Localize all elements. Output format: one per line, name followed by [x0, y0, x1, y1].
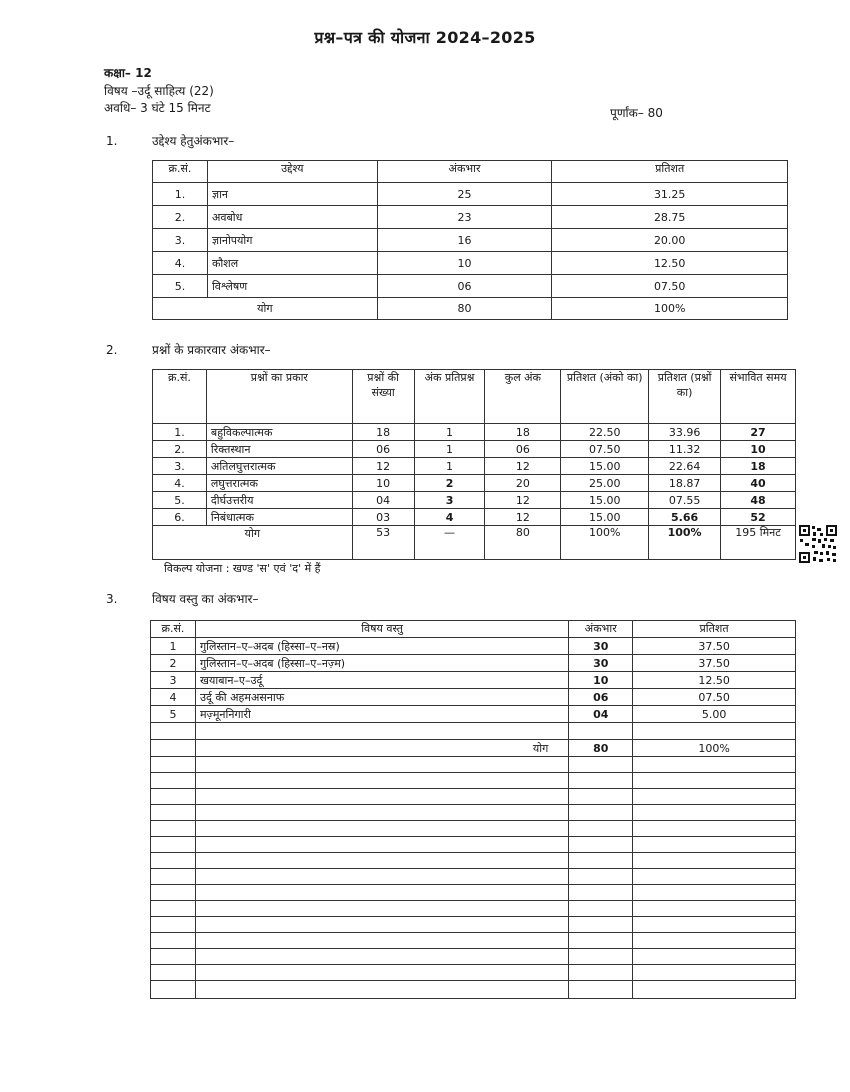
- cell: 20: [485, 475, 561, 492]
- cell: 15.00: [561, 492, 649, 509]
- table-row: [153, 441, 796, 458]
- cell: 10: [569, 672, 633, 689]
- cell: 4: [414, 509, 485, 526]
- empty-row: [151, 853, 796, 869]
- cell: 10: [721, 441, 796, 458]
- header-question-type: प्रश्नों का प्रकार: [206, 370, 352, 424]
- section3-header-row: [151, 621, 796, 638]
- cell: 37.50: [633, 638, 796, 655]
- cell: 22.64: [649, 458, 721, 475]
- header-sr: क्र.सं.: [151, 621, 196, 638]
- cell: 06: [569, 689, 633, 706]
- cell: 5.: [153, 275, 208, 298]
- header-total-marks: कुल अंक: [485, 370, 561, 424]
- cell: 18.87: [649, 475, 721, 492]
- cell: 5.66: [649, 509, 721, 526]
- cell: कौशल: [207, 252, 377, 275]
- total-percent: 100%: [633, 740, 796, 757]
- cell: लघुत्तरात्मक: [206, 475, 352, 492]
- total-marks: 80: [377, 298, 552, 320]
- empty-row: [151, 965, 796, 981]
- empty-row: [151, 869, 796, 885]
- cell: निबंधात्मक: [206, 509, 352, 526]
- class-line: कक्षा– 12: [104, 66, 152, 80]
- cell: 27: [721, 424, 796, 441]
- cell: 1: [151, 638, 196, 655]
- subject-line: विषय –उर्दू साहित्य (22): [104, 84, 214, 98]
- empty-row: [151, 885, 796, 901]
- cell: 5.00: [633, 706, 796, 723]
- cell: 03: [352, 509, 414, 526]
- table-row: [153, 458, 796, 475]
- cell: 5.: [153, 492, 207, 509]
- table-row: [153, 206, 788, 229]
- cell: 3.: [153, 458, 207, 475]
- empty-row: [151, 981, 796, 999]
- cell: 07.50: [561, 441, 649, 458]
- table-row: [151, 689, 796, 706]
- section3-heading: विषय वस्तु का अंकभार–: [152, 592, 259, 606]
- cell: 1.: [153, 424, 207, 441]
- cell: 3: [151, 672, 196, 689]
- cell: 6.: [153, 509, 207, 526]
- cell: मज़्मूननिगारी: [195, 706, 568, 723]
- total-dash: —: [414, 526, 485, 560]
- total-count: 53: [352, 526, 414, 560]
- total-marks: 80: [569, 740, 633, 757]
- duration-line: अवधि– 3 घंटे 15 मिनट: [104, 101, 211, 115]
- cell: 18: [485, 424, 561, 441]
- empty-row: [151, 805, 796, 821]
- max-marks: पूर्णांक– 80: [610, 106, 663, 120]
- cell: रिक्तस्थान: [206, 441, 352, 458]
- table-row: [151, 672, 796, 689]
- header-sr: क्र.सं.: [153, 161, 208, 183]
- total-row: [151, 740, 796, 757]
- cell: 07.50: [633, 689, 796, 706]
- header-marks: अंकभार: [569, 621, 633, 638]
- cell: 07.55: [649, 492, 721, 509]
- table-row: [153, 424, 796, 441]
- table-row: [151, 706, 796, 723]
- header-percent-questions: प्रतिशत (प्रश्नों का): [649, 370, 721, 424]
- cell: 2: [414, 475, 485, 492]
- cell: 12.50: [633, 672, 796, 689]
- total-row: [153, 526, 796, 560]
- total-label: योग: [153, 298, 378, 320]
- cell: विश्लेषण: [207, 275, 377, 298]
- cell: 40: [721, 475, 796, 492]
- header-percent: प्रतिशत: [552, 161, 788, 183]
- cell: 04: [352, 492, 414, 509]
- header-marks: अंकभार: [377, 161, 552, 183]
- cell: 07.50: [552, 275, 788, 298]
- cell: 1: [414, 424, 485, 441]
- empty-row: [151, 933, 796, 949]
- section2-number: 2.: [106, 343, 118, 357]
- table-row: [153, 229, 788, 252]
- total-label: योग: [153, 526, 353, 560]
- total-time: 195 मिनट: [721, 526, 796, 560]
- header-question-count: प्रश्नों की संख्या: [352, 370, 414, 424]
- cell: 3: [414, 492, 485, 509]
- table-row: [153, 252, 788, 275]
- cell: 4.: [153, 475, 207, 492]
- table-row: [151, 655, 796, 672]
- header-marks-per-question: अंक प्रतिप्रश्न: [414, 370, 485, 424]
- section3-number: 3.: [106, 592, 118, 606]
- empty-row: [151, 901, 796, 917]
- cell: 28.75: [552, 206, 788, 229]
- section3-table: [150, 620, 796, 999]
- section1-table: [152, 160, 788, 320]
- header-sr: क्र.सं.: [153, 370, 207, 424]
- table-row: [153, 183, 788, 206]
- total-percent-marks: 100%: [561, 526, 649, 560]
- total-row: [153, 298, 788, 320]
- cell: 2.: [153, 441, 207, 458]
- cell: 22.50: [561, 424, 649, 441]
- section1-number: 1.: [106, 134, 118, 148]
- section1-heading: उद्देश्य हेतुअंकभार–: [152, 134, 235, 148]
- cell: 15.00: [561, 458, 649, 475]
- table-row: [153, 475, 796, 492]
- cell: 20.00: [552, 229, 788, 252]
- empty-row: [151, 917, 796, 933]
- cell: 4: [151, 689, 196, 706]
- cell: 25: [377, 183, 552, 206]
- cell: 30: [569, 638, 633, 655]
- cell: 12: [352, 458, 414, 475]
- cell: 18: [721, 458, 796, 475]
- cell: 1.: [153, 183, 208, 206]
- cell: 37.50: [633, 655, 796, 672]
- cell: खयाबान–ए–उर्दू: [195, 672, 568, 689]
- table-row: [151, 638, 796, 655]
- cell: दीर्घउत्तरीय: [206, 492, 352, 509]
- empty-row: [151, 757, 796, 773]
- empty-row: [151, 821, 796, 837]
- cell: गुलिस्तान–ए–अदब (हिस्सा–ए–नस्र): [195, 638, 568, 655]
- cell: अवबोध: [207, 206, 377, 229]
- header-percent: प्रतिशत: [633, 621, 796, 638]
- total-marks: 80: [485, 526, 561, 560]
- header-content: विषय वस्तु: [195, 621, 568, 638]
- section2-heading: प्रश्नों के प्रकारवार अंकभार–: [152, 343, 271, 357]
- cell: 2.: [153, 206, 208, 229]
- table-row: [153, 275, 788, 298]
- total-percent: 100%: [552, 298, 788, 320]
- table-row: [153, 509, 796, 526]
- cell: बहुविकल्पात्मक: [206, 424, 352, 441]
- cell: 2: [151, 655, 196, 672]
- cell: 10: [352, 475, 414, 492]
- cell: उर्दू की अहमअसनाफ: [195, 689, 568, 706]
- table-row: [153, 492, 796, 509]
- cell: 06: [352, 441, 414, 458]
- cell: 16: [377, 229, 552, 252]
- cell: 15.00: [561, 509, 649, 526]
- cell: 30: [569, 655, 633, 672]
- cell: 1: [414, 458, 485, 475]
- empty-row: [151, 773, 796, 789]
- page-title: प्रश्न–पत्र की योजना 2024–2025: [314, 28, 536, 47]
- cell: 04: [569, 706, 633, 723]
- empty-row: [151, 723, 796, 740]
- header-percent-marks: प्रतिशत (अंको का): [561, 370, 649, 424]
- cell: 12: [485, 458, 561, 475]
- cell: 31.25: [552, 183, 788, 206]
- total-percent-questions: 100%: [649, 526, 721, 560]
- cell: 11.32: [649, 441, 721, 458]
- qr-code-icon: [798, 524, 838, 564]
- cell: 52: [721, 509, 796, 526]
- section1-header-row: [153, 161, 788, 183]
- cell: ज्ञानोपयोग: [207, 229, 377, 252]
- cell: 5: [151, 706, 196, 723]
- cell: गुलिस्तान–ए–अदब (हिस्सा–ए–नज़्म): [195, 655, 568, 672]
- cell: 06: [485, 441, 561, 458]
- cell: 12: [485, 492, 561, 509]
- section2-table: [152, 369, 796, 560]
- cell: 33.96: [649, 424, 721, 441]
- cell: 4.: [153, 252, 208, 275]
- cell: 1: [414, 441, 485, 458]
- total-label: योग: [195, 740, 568, 757]
- cell: 23: [377, 206, 552, 229]
- option-note: विकल्प योजना : खण्ड 'स' एवं 'द' में हैं: [164, 562, 321, 575]
- empty-row: [151, 949, 796, 965]
- cell: अतिलघुत्तरात्मक: [206, 458, 352, 475]
- section2-header-row: [153, 370, 796, 424]
- cell: 18: [352, 424, 414, 441]
- cell: 3.: [153, 229, 208, 252]
- empty-row: [151, 789, 796, 805]
- cell: 48: [721, 492, 796, 509]
- cell: ज्ञान: [207, 183, 377, 206]
- header-objective: उद्देश्य: [207, 161, 377, 183]
- empty-row: [151, 837, 796, 853]
- cell: 10: [377, 252, 552, 275]
- cell: 12: [485, 509, 561, 526]
- header-time: संभावित समय: [721, 370, 796, 424]
- cell: 25.00: [561, 475, 649, 492]
- cell: 12.50: [552, 252, 788, 275]
- cell: 06: [377, 275, 552, 298]
